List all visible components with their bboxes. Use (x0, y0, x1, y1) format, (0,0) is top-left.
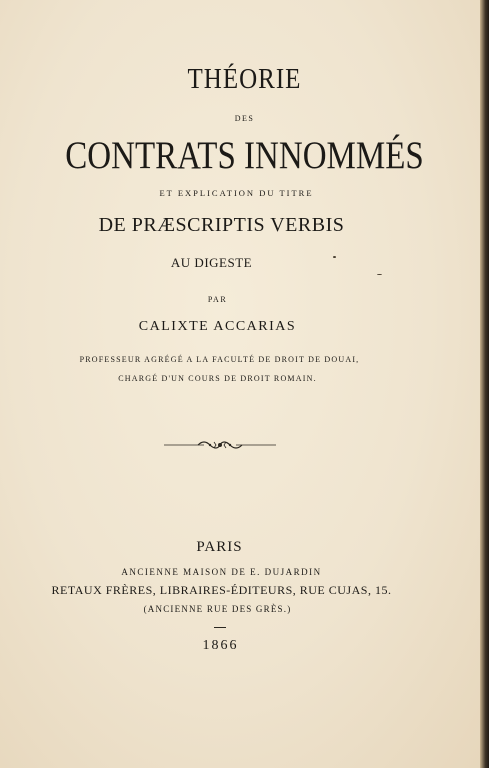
paper-speck (333, 256, 336, 258)
imprint-place: PARIS (196, 539, 243, 555)
imprint-year: 1866 (202, 638, 239, 653)
imprint-line-2: RETAUX FRÈRES, LIBRAIRES-ÉDITEURS, RUE CUJAS, 15. (51, 583, 392, 597)
title-theorie: THÉORIE (187, 63, 302, 95)
floral-rule-ornament-icon (164, 438, 276, 452)
title-praescriptis-verbis: DE PRÆSCRIPTIS VERBIS (98, 214, 345, 236)
author-by: PAR (207, 295, 228, 304)
title-au-digeste: AU DIGESTE (170, 255, 253, 270)
author-name: CALIXTE ACCARIAS (138, 319, 297, 334)
imprint-line-3: (ANCIENNE RUE DES GRÈS.) (143, 604, 292, 614)
author-role-line-1: PROFESSEUR AGRÉGÉ A LA FACULTÉ DE DROIT DE DOUAI, (79, 355, 360, 364)
title-contrats-innommes: CONTRATS INNOMMÉS (65, 134, 424, 178)
author-role-line-2: CHARGÉ D'UN COURS DE DROIT ROMAIN. (118, 374, 317, 383)
paper-speck (377, 274, 382, 275)
imprint-line-1: ANCIENNE MAISON DE E. DUJARDIN (121, 567, 322, 577)
title-des: DES (234, 114, 255, 123)
title-explication: ET EXPLICATION DU TITRE (159, 188, 314, 198)
imprint-separator-dash (214, 627, 226, 628)
